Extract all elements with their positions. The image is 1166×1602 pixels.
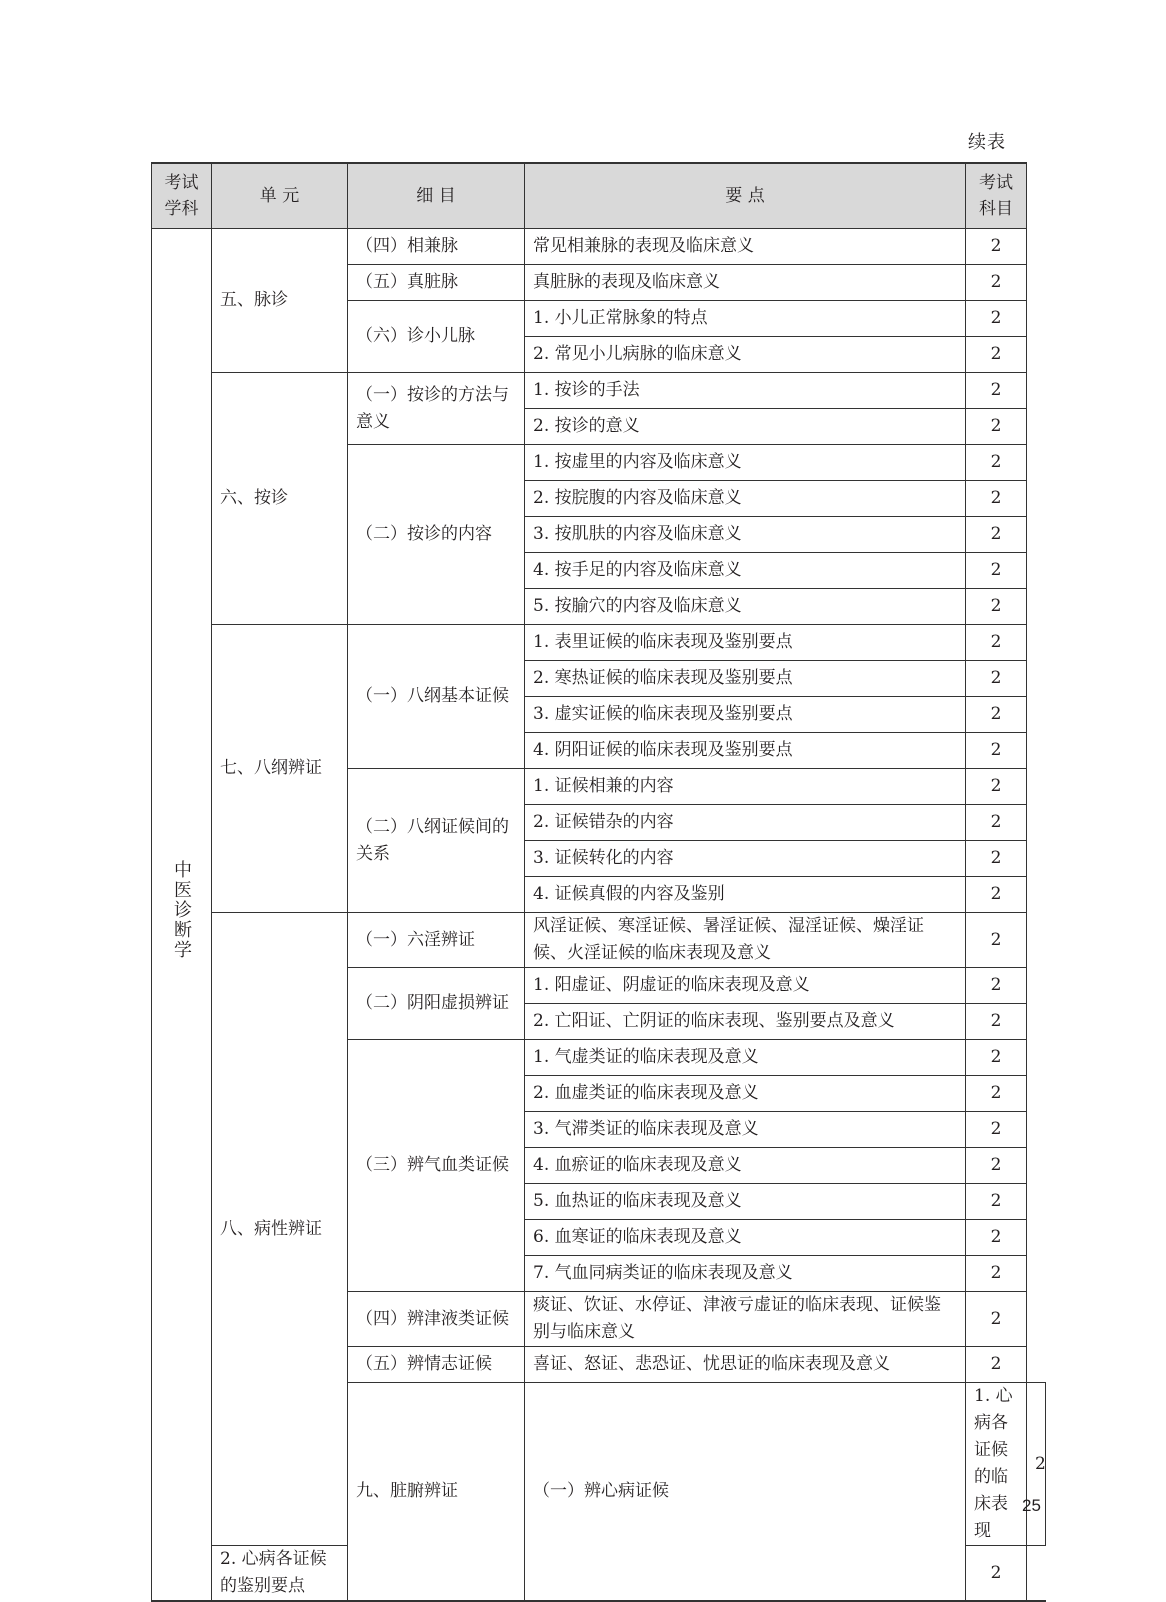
level-cell: 2 (966, 409, 1027, 445)
point-cell: 风淫证候、寒淫证候、暑淫证候、湿淫证候、燥淫证候、火淫证候的临床表现及意义 (525, 913, 966, 968)
level-cell: 2 (966, 229, 1027, 265)
point-cell: 2. 按脘腹的内容及临床意义 (525, 481, 966, 517)
point-cell: 1. 小儿正常脉象的特点 (525, 301, 966, 337)
point-cell: 6. 血寒证的临床表现及意义 (525, 1220, 966, 1256)
level-cell: 2 (966, 1040, 1027, 1076)
point-cell: 4. 证候真假的内容及鉴别 (525, 877, 966, 913)
point-cell: 1. 阳虚证、阴虚证的临床表现及意义 (525, 968, 966, 1004)
point-cell: 喜证、怒证、悲恐证、忧思证的临床表现及意义 (525, 1347, 966, 1383)
item-cell: （四）辨津液类证候 (348, 1292, 525, 1347)
item-cell: （三）辨气血类证候 (348, 1040, 525, 1292)
item-cell: （四）相兼脉 (348, 229, 525, 265)
point-cell: 2. 按诊的意义 (525, 409, 966, 445)
level-cell: 2 (966, 661, 1027, 697)
item-cell: （五）真脏脉 (348, 265, 525, 301)
item-cell: （二）按诊的内容 (348, 445, 525, 625)
point-cell: 3. 气滞类证的临床表现及意义 (525, 1112, 966, 1148)
level-cell: 2 (966, 553, 1027, 589)
header-unit: 单 元 (212, 163, 348, 229)
point-cell: 5. 按腧穴的内容及临床意义 (525, 589, 966, 625)
item-cell: （二）八纲证候间的关系 (348, 769, 525, 913)
header-point: 要 点 (525, 163, 966, 229)
level-cell: 2 (966, 589, 1027, 625)
header-level: 考试 科目 (966, 163, 1027, 229)
unit-cell: 五、脉诊 (212, 229, 348, 373)
level-cell: 2 (966, 481, 1027, 517)
level-cell: 2 (966, 1004, 1027, 1040)
unit-cell: 六、按诊 (212, 373, 348, 625)
point-cell: 真脏脉的表现及临床意义 (525, 265, 966, 301)
item-cell: （五）辨情志证候 (348, 1347, 525, 1383)
level-cell: 2 (966, 1546, 1027, 1602)
table-row (152, 625, 1046, 661)
point-cell: 2. 心病各证候的鉴别要点 (212, 1546, 348, 1602)
point-cell: 常见相兼脉的表现及临床意义 (525, 229, 966, 265)
table-row (152, 913, 1046, 968)
level-cell: 2 (966, 1292, 1027, 1347)
point-cell: 1. 气虚类证的临床表现及意义 (525, 1040, 966, 1076)
level-cell: 2 (966, 445, 1027, 481)
level-cell: 2 (966, 517, 1027, 553)
level-cell: 2 (966, 1256, 1027, 1292)
point-cell: 2. 血虚类证的临床表现及意义 (525, 1076, 966, 1112)
table-header-row (152, 163, 1046, 229)
level-cell: 2 (966, 1220, 1027, 1256)
point-cell: 4. 阴阳证候的临床表现及鉴别要点 (525, 733, 966, 769)
unit-cell: 七、八纲辨证 (212, 625, 348, 913)
point-cell: 4. 血瘀证的临床表现及意义 (525, 1148, 966, 1184)
level-cell: 2 (966, 769, 1027, 805)
item-cell: （一）辨心病证候 (525, 1383, 966, 1602)
level-cell: 2 (966, 373, 1027, 409)
header-item: 细 目 (348, 163, 525, 229)
item-cell: （六）诊小儿脉 (348, 301, 525, 373)
point-cell: 2. 证候错杂的内容 (525, 805, 966, 841)
level-cell: 2 (966, 968, 1027, 1004)
point-cell: 2. 常见小儿病脉的临床意义 (525, 337, 966, 373)
header-subject: 考试 学科 (152, 163, 212, 229)
point-cell: 痰证、饮证、水停证、津液亏虚证的临床表现、证候鉴别与临床意义 (525, 1292, 966, 1347)
item-cell: （一）八纲基本证候 (348, 625, 525, 769)
subject-label: 中医诊断学 (171, 860, 192, 960)
level-cell: 2 (966, 913, 1027, 968)
level-cell: 2 (966, 805, 1027, 841)
point-cell: 3. 按肌肤的内容及临床意义 (525, 517, 966, 553)
unit-cell: 九、脏腑辨证 (348, 1383, 525, 1602)
level-cell: 2 (966, 841, 1027, 877)
level-cell: 2 (966, 625, 1027, 661)
point-cell: 1. 表里证候的临床表现及鉴别要点 (525, 625, 966, 661)
point-cell: 1. 按虚里的内容及临床意义 (525, 445, 966, 481)
table-row (152, 229, 1046, 265)
item-cell: （一）按诊的方法与意义 (348, 373, 525, 445)
page-number: 25 (1022, 1496, 1041, 1515)
level-cell: 2 (966, 1148, 1027, 1184)
point-cell: 2. 寒热证候的临床表现及鉴别要点 (525, 661, 966, 697)
level-cell: 2 (966, 1112, 1027, 1148)
item-cell: （二）阴阳虚损辨证 (348, 968, 525, 1040)
item-cell: （一）六淫辨证 (348, 913, 525, 968)
syllabus-table (151, 162, 1046, 1602)
level-cell: 2 (966, 1076, 1027, 1112)
level-cell: 2 (966, 1347, 1027, 1383)
level-cell: 2 (966, 265, 1027, 301)
point-cell: 1. 按诊的手法 (525, 373, 966, 409)
level-cell: 2 (966, 733, 1027, 769)
unit-cell: 八、病性辨证 (212, 913, 348, 1546)
point-cell: 1. 证候相兼的内容 (525, 769, 966, 805)
subject-cell (152, 229, 212, 1602)
point-cell: 5. 血热证的临床表现及意义 (525, 1184, 966, 1220)
level-cell: 2 (966, 337, 1027, 373)
level-cell: 2 (966, 877, 1027, 913)
level-cell: 2 (966, 301, 1027, 337)
level-cell: 2 (966, 697, 1027, 733)
point-cell: 1. 心病各证候的临床表现 (966, 1383, 1027, 1546)
point-cell: 2. 亡阳证、亡阴证的临床表现、鉴别要点及意义 (525, 1004, 966, 1040)
point-cell: 4. 按手足的内容及临床意义 (525, 553, 966, 589)
level-cell: 2 (966, 1184, 1027, 1220)
table-row (152, 373, 1046, 409)
point-cell: 3. 虚实证候的临床表现及鉴别要点 (525, 697, 966, 733)
level-cell: 2 (1027, 1383, 1046, 1546)
point-cell: 7. 气血同病类证的临床表现及意义 (525, 1256, 966, 1292)
point-cell: 3. 证候转化的内容 (525, 841, 966, 877)
continued-label: 续表 (968, 132, 1006, 153)
